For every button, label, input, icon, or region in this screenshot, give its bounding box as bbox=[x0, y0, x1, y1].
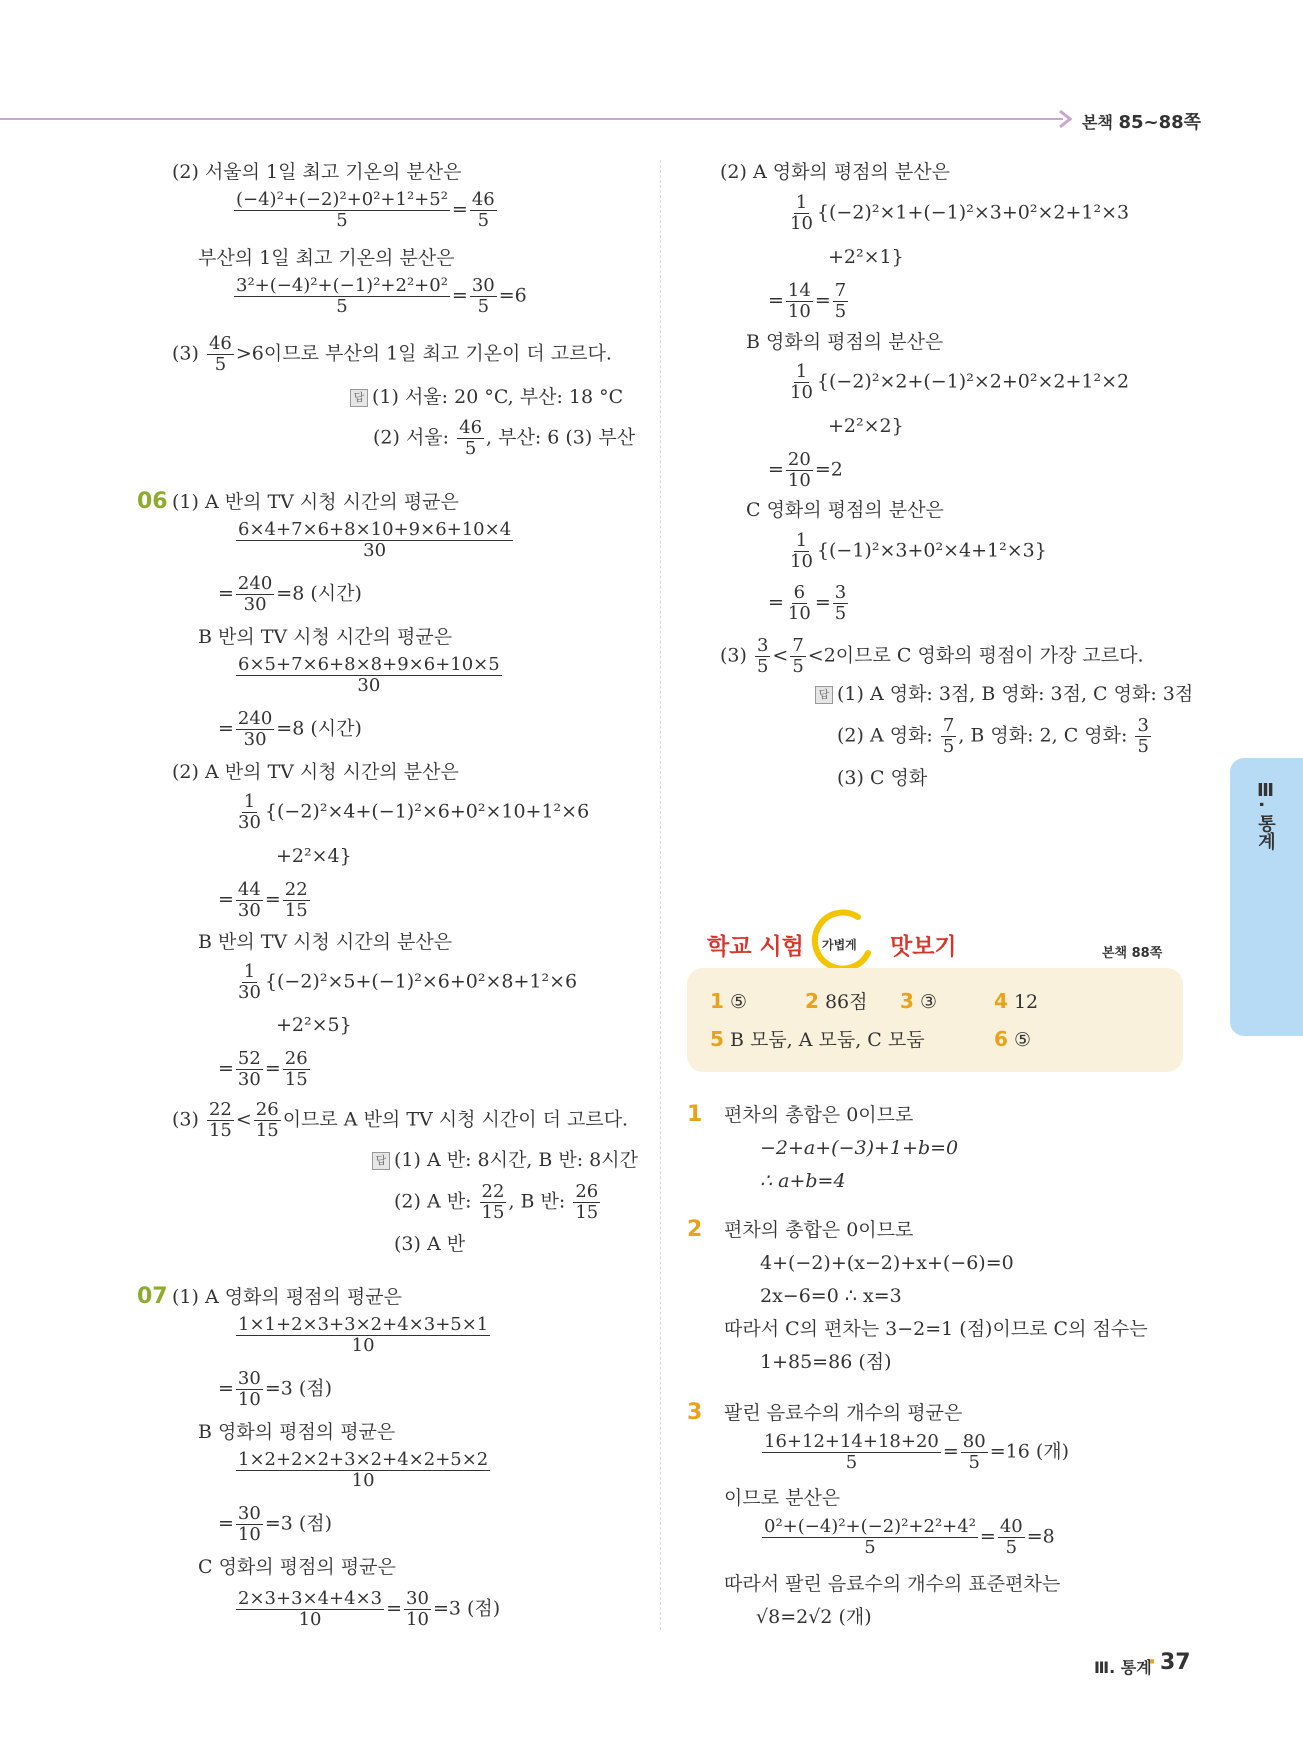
frac-num: 26 bbox=[255, 1099, 279, 1120]
frac-num: 1 bbox=[795, 361, 808, 382]
frac-num: 7 bbox=[792, 635, 804, 656]
answer-text: , B 영화: 2, C 영화: bbox=[958, 724, 1128, 747]
expr: {(−2)²×4+(−1)²×6+0²×10+1²×6 bbox=[264, 800, 590, 823]
frac-num: 2×3+3×4+4×3 bbox=[238, 1588, 383, 1609]
p07-2-a-line2: +2²×1} bbox=[828, 246, 904, 268]
p06-2-a-line1 bbox=[234, 792, 589, 833]
frac-num: 46 bbox=[459, 417, 483, 438]
quiz-answer bbox=[900, 989, 937, 1014]
header-rule bbox=[0, 118, 1063, 120]
answer-text: (2) 서울: bbox=[373, 426, 450, 449]
frac-den: 10 bbox=[787, 603, 811, 624]
p05-2-busan-eq: $\frac{\text{3²+(−4)²+(−1)²+2²+0²}}{5}$ = $\frac{30}{5}$ =6 bbox=[236, 275, 527, 317]
answer-text: (1) 서울: 20 °C, 부산: 18 °C bbox=[372, 386, 624, 408]
frac-num: 6×5+7×6+8×8+9×6+10×5 bbox=[238, 654, 500, 675]
p06-1-a-result: = $\frac{240}{30}$ =8 (시간) bbox=[218, 573, 362, 615]
quiz-answer-num: 5 bbox=[710, 1027, 724, 1051]
frac-num: 46 bbox=[471, 189, 495, 210]
s3-line4: $\frac{\text{0²+(−4)²+(−2)²+2²+4²}}{5}$ = $\frac{40}{5}$ =8 bbox=[764, 1516, 1055, 1558]
frac-num: 1×1+2×3+3×2+4×3+5×1 bbox=[238, 1314, 489, 1335]
quiz-answer-num: 1 bbox=[710, 989, 724, 1013]
p05-3 bbox=[172, 334, 612, 375]
quiz-title-part2: 맛보기 bbox=[890, 934, 957, 960]
frac-den: 5 bbox=[1005, 1537, 1018, 1558]
p06-2-b-intro: B 반의 TV 시청 시간의 분산은 bbox=[198, 931, 453, 953]
frac-num: 1 bbox=[795, 530, 808, 551]
frac-den: 10 bbox=[790, 551, 813, 572]
p06-2-b-result: = $\frac{52}{30}$ = $\frac{26}{15}$ bbox=[218, 1048, 308, 1090]
result: =8 (시간) bbox=[276, 582, 362, 605]
frac-den: 5 bbox=[336, 210, 348, 231]
sub-label: (3) bbox=[172, 342, 199, 365]
frac-den: 15 bbox=[481, 1202, 505, 1223]
frac-den: 10 bbox=[787, 470, 811, 491]
problem-number: 07 bbox=[137, 1284, 168, 1309]
p07-2-b-line2: +2²×2} bbox=[828, 415, 904, 437]
p07-2-a-line1 bbox=[786, 193, 1129, 234]
frac-den: 5 bbox=[845, 1452, 858, 1473]
header-page-ref bbox=[1082, 108, 1201, 134]
frac-den: 5 bbox=[336, 296, 348, 317]
conclusion: >6이므로 부산의 1일 최고 기온이 더 고르다. bbox=[235, 342, 612, 365]
frac-num: 14 bbox=[787, 280, 811, 301]
s2-line2: 4+(−2)+(x−2)+x+(−6)=0 bbox=[760, 1252, 1014, 1274]
frac-num: 1 bbox=[795, 192, 808, 213]
p07-1-c-intro: C 영화의 평점의 평균은 bbox=[198, 1556, 396, 1578]
p06-1-b-result: = $\frac{240}{30}$ =8 (시간) bbox=[218, 708, 362, 750]
p07-answer-3: (3) C 영화 bbox=[837, 767, 928, 789]
p06-1-a-eq bbox=[234, 520, 515, 561]
expr: {(−2)²×2+(−1)²×2+0²×2+1²×2 bbox=[816, 370, 1130, 393]
frac-den: 10 bbox=[406, 1609, 429, 1630]
frac-den: 30 bbox=[363, 540, 387, 561]
quiz-answer-val: 12 bbox=[1013, 991, 1039, 1013]
p06-2-intro: (2) A 반의 TV 시청 시간의 분산은 bbox=[172, 761, 459, 783]
quiz-title-part1: 학교 시험 bbox=[707, 934, 804, 960]
footer-chapter: Ⅲ. 통계 bbox=[1094, 1658, 1152, 1677]
p07-1-c-eq: $\frac{2\times 3+3\times 4+4\times 3}{10}$ = $\frac{30}{10}$ =3 (점) bbox=[238, 1588, 501, 1630]
frac-den: 5 bbox=[942, 736, 955, 757]
p07-1-b-result: = $\frac{30}{10}$ =3 (점) bbox=[218, 1503, 333, 1545]
p07-1-a-result: = $\frac{30}{10}$ =3 (점) bbox=[218, 1368, 333, 1410]
quiz-page-ref: 본책 88쪽 bbox=[1102, 946, 1163, 961]
s1-line1: 편차의 총합은 0이므로 bbox=[724, 1104, 914, 1126]
frac-den: 30 bbox=[243, 594, 267, 615]
p07-2-a-result: = $\frac{14}{10}$ = $\frac{7}{5}$ bbox=[768, 280, 847, 322]
p06-2-b-line1 bbox=[234, 962, 577, 1003]
frac-num: 80 bbox=[962, 1431, 986, 1452]
page-number: 37 bbox=[1160, 1650, 1191, 1675]
frac-den: 5 bbox=[214, 354, 227, 375]
chevron-right-icon bbox=[1058, 110, 1072, 128]
quiz-answer-num: 3 bbox=[900, 989, 914, 1013]
frac-num: 40 bbox=[999, 1516, 1023, 1537]
result: =3 (점) bbox=[264, 1512, 333, 1535]
frac-den: 5 bbox=[834, 301, 847, 322]
frac-num: 6 bbox=[793, 582, 806, 603]
frac-num: 22 bbox=[208, 1099, 232, 1120]
frac-num: 20 bbox=[787, 449, 811, 470]
p05-2-seoul-intro: (2) 서울의 1일 최고 기온의 분산은 bbox=[172, 161, 462, 183]
frac-den: 10 bbox=[237, 1389, 261, 1410]
frac-den: 15 bbox=[575, 1202, 599, 1223]
sub-label: (3) bbox=[720, 644, 747, 667]
p06-answer-1 bbox=[372, 1148, 638, 1172]
frac-num: 3 bbox=[756, 635, 769, 656]
s3-line2: $\frac{16+12+14+18+20}{5}$ = $\frac{80}{5}$ =16 (개) bbox=[764, 1431, 1070, 1473]
result: =16 (개) bbox=[989, 1440, 1070, 1463]
frac-num: 30 bbox=[406, 1588, 429, 1609]
p07-2-intro: (2) A 영화의 평점의 분산은 bbox=[720, 161, 950, 183]
answer-text: (2) A 반: bbox=[394, 1190, 472, 1213]
frac-den: 10 bbox=[790, 382, 813, 403]
quiz-answer-num: 4 bbox=[994, 989, 1008, 1013]
p07-2-c-line1 bbox=[786, 531, 1047, 572]
header-ref-label: 본책 bbox=[1082, 113, 1113, 132]
p05-answer-1 bbox=[350, 385, 623, 409]
p07-answer-1 bbox=[815, 682, 1193, 706]
answer-text: , B 반: bbox=[508, 1190, 566, 1213]
s2-line4: 따라서 C의 편차는 3−2=1 (점)이므로 C의 점수는 bbox=[724, 1318, 1148, 1340]
p06-3: (3) $\frac{22}{15}$ < $\frac{26}{15}$ 이므로 A 반의 TV 시청 시간이 더 고르다. bbox=[172, 1099, 629, 1141]
frac-den: 30 bbox=[238, 982, 261, 1003]
frac-den: 15 bbox=[208, 1120, 232, 1141]
sub-label: (3) bbox=[172, 1108, 199, 1131]
frac-den: 30 bbox=[238, 812, 261, 833]
quiz-answer bbox=[710, 989, 747, 1014]
frac-num: 16+12+14+18+20 bbox=[764, 1431, 939, 1452]
result: =3 (점) bbox=[432, 1597, 501, 1620]
frac-den: 10 bbox=[787, 301, 811, 322]
frac-num: 1×2+2×2+3×2+4×2+5×2 bbox=[238, 1449, 489, 1470]
quiz-answer bbox=[994, 1027, 1031, 1052]
frac-den: 30 bbox=[243, 729, 267, 750]
footer-dot: · bbox=[1148, 1650, 1157, 1675]
frac-num: (−4)²+(−2)²+0²+1²+5² bbox=[236, 189, 448, 210]
p06-answer-3: (3) A 반 bbox=[394, 1233, 466, 1255]
frac-den: 10 bbox=[298, 1609, 322, 1630]
frac-den: 5 bbox=[1137, 736, 1149, 757]
p07-1-intro: (1) A 영화의 평점의 평균은 bbox=[172, 1286, 402, 1308]
result: =3 (점) bbox=[264, 1377, 333, 1400]
frac-num: 3²+(−4)²+(−1)²+2²+0² bbox=[236, 275, 448, 296]
frac-den: 5 bbox=[464, 438, 477, 459]
quiz-answer-val: B 모둠, A 모둠, C 모둠 bbox=[729, 1029, 925, 1051]
frac-den: 10 bbox=[351, 1335, 375, 1356]
s2-line3: 2x−6=0 ∴ x=3 bbox=[760, 1285, 902, 1307]
answer-icon: 답 bbox=[350, 389, 368, 407]
frac-den: 5 bbox=[477, 210, 490, 231]
result: =8 (시간) bbox=[276, 717, 362, 740]
frac-den: 5 bbox=[477, 296, 490, 317]
frac-num: 26 bbox=[575, 1181, 599, 1202]
p05-2-seoul-eq: $\frac{\text{(−4)²+(−2)²+0²+1²+5²}}{5}$ = $\frac{46}{5}$ bbox=[236, 189, 495, 231]
header-ref-pages: 85~88쪽 bbox=[1118, 112, 1202, 133]
p07-2-c-intro: C 영화의 평점의 분산은 bbox=[746, 499, 944, 521]
solution-number: 1 bbox=[687, 1102, 703, 1127]
result: =2 bbox=[814, 458, 843, 481]
quiz-answer-num: 2 bbox=[805, 989, 819, 1013]
p07-1-a-eq bbox=[234, 1315, 492, 1356]
quiz-answer-val: ⑤ bbox=[1013, 1029, 1032, 1051]
p06-1-b-eq bbox=[234, 655, 504, 696]
expr: {(−1)²×3+0²×4+1²×3} bbox=[816, 539, 1047, 562]
frac-num: 7 bbox=[834, 280, 847, 301]
s2-line5: 1+85=86 (점) bbox=[760, 1351, 892, 1373]
s3-line5: 따라서 팔린 음료수의 개수의 표준편차는 bbox=[724, 1573, 1061, 1595]
p07-2-b-result: = $\frac{20}{10}$ =2 bbox=[768, 449, 843, 491]
s3-line1: 팔린 음료수의 개수의 평균은 bbox=[724, 1402, 963, 1424]
answer-icon: 답 bbox=[815, 686, 833, 704]
s3-line3: 이므로 분산은 bbox=[724, 1487, 841, 1509]
frac-num: 3 bbox=[1137, 715, 1149, 736]
s1-line2: −2+a+(−3)+1+b=0 bbox=[760, 1137, 959, 1159]
frac-num: 30 bbox=[471, 275, 495, 296]
answer-text: (2) A 영화: bbox=[837, 724, 933, 747]
frac-den: 5 bbox=[968, 1452, 980, 1473]
frac-num: 44 bbox=[237, 879, 261, 900]
frac-den: 10 bbox=[351, 1470, 375, 1491]
p06-1-intro: (1) A 반의 TV 시청 시간의 평균은 bbox=[172, 491, 459, 513]
frac-den: 5 bbox=[792, 656, 804, 677]
frac-num: 240 bbox=[237, 708, 273, 729]
result: =8 bbox=[1026, 1525, 1055, 1548]
quiz-answer bbox=[710, 1027, 925, 1052]
p07-answer-2 bbox=[837, 716, 1153, 757]
result: =6 bbox=[498, 284, 527, 307]
frac-num: 30 bbox=[237, 1368, 261, 1389]
expr: {(−2)²×1+(−1)²×3+0²×2+1²×3 bbox=[816, 201, 1130, 224]
frac-den: 10 bbox=[237, 1524, 261, 1545]
solution-number: 2 bbox=[687, 1217, 703, 1242]
frac-num: 1 bbox=[243, 961, 256, 982]
p06-2-a-result: = $\frac{44}{30}$ = $\frac{22}{15}$ bbox=[218, 879, 308, 921]
p06-2-b-line2: +2²×5} bbox=[276, 1014, 352, 1036]
expr: {(−2)²×5+(−1)²×6+0²×8+1²×6 bbox=[264, 970, 578, 993]
p05-answer-2 bbox=[373, 418, 635, 459]
frac-den: 5 bbox=[864, 1537, 876, 1558]
p05-2-busan-intro: 부산의 1일 최고 기온의 분산은 bbox=[198, 247, 455, 269]
p07-1-b-eq bbox=[234, 1450, 492, 1491]
quiz-answer bbox=[805, 989, 868, 1014]
quiz-answer-val: 86점 bbox=[824, 991, 868, 1013]
solution-number: 3 bbox=[687, 1400, 703, 1425]
frac-den: 30 bbox=[237, 900, 261, 921]
frac-num: 6×4+7×6+8×10+9×6+10×4 bbox=[238, 519, 512, 540]
s1-line3: ∴ a+b=4 bbox=[760, 1170, 846, 1192]
p07-2-c-result: = $\frac{6}{10}$ = $\frac{3}{5}$ bbox=[768, 582, 847, 624]
frac-den: 15 bbox=[284, 1069, 308, 1090]
frac-num: 46 bbox=[208, 333, 232, 354]
problem-number: 06 bbox=[137, 489, 168, 514]
s3-line6: √8=2√2 (개) bbox=[756, 1606, 872, 1628]
p07-3: (3) $\frac{3}{5}$ < $\frac{7}{5}$ <2이므로 C 영화의 평점이 가장 고르다. bbox=[720, 635, 1144, 677]
answer-text: (1) A 영화: 3점, B 영화: 3점, C 영화: 3점 bbox=[837, 683, 1194, 705]
answer-text: , 부산: 6 (3) 부산 bbox=[486, 426, 636, 449]
quiz-answer-num: 6 bbox=[994, 1027, 1008, 1051]
frac-den: 15 bbox=[255, 1120, 279, 1141]
frac-num: 22 bbox=[481, 1181, 505, 1202]
frac-den: 30 bbox=[357, 675, 381, 696]
frac-den: 5 bbox=[834, 603, 847, 624]
quiz-answer-val: ⑤ bbox=[729, 991, 748, 1013]
p07-2-b-line1 bbox=[786, 362, 1129, 403]
frac-num: 1 bbox=[243, 791, 256, 812]
quiz-answer-val: ③ bbox=[919, 991, 938, 1013]
chapter-side-tab-label: Ⅲ. 통계 bbox=[1255, 780, 1276, 851]
frac-num: 52 bbox=[237, 1048, 261, 1069]
quiz-answer-box bbox=[687, 968, 1183, 1072]
p07-1-b-intro: B 영화의 평점의 평균은 bbox=[198, 1421, 396, 1443]
conclusion: 이므로 A 반의 TV 시청 시간이 더 고르다. bbox=[282, 1108, 629, 1131]
column-divider bbox=[660, 160, 661, 1630]
chapter-side-tab bbox=[1230, 758, 1303, 1036]
frac-num: 22 bbox=[284, 879, 308, 900]
frac-num: 26 bbox=[284, 1048, 308, 1069]
frac-den: 10 bbox=[790, 213, 813, 234]
s2-line1: 편차의 총합은 0이므로 bbox=[724, 1219, 914, 1241]
p06-answer-2 bbox=[394, 1182, 602, 1223]
p07-2-b-intro: B 영화의 평점의 분산은 bbox=[746, 331, 944, 353]
frac-den: 30 bbox=[237, 1069, 261, 1090]
answer-icon: 답 bbox=[372, 1152, 390, 1170]
frac-num: 0²+(−4)²+(−2)²+2²+4² bbox=[764, 1516, 976, 1537]
answer-text: (1) A 반: 8시간, B 반: 8시간 bbox=[394, 1149, 638, 1171]
frac-num: 30 bbox=[237, 1503, 261, 1524]
frac-num: 3 bbox=[834, 582, 847, 603]
frac-num: 7 bbox=[942, 715, 955, 736]
p06-2-a-line2: +2²×4} bbox=[276, 845, 352, 867]
frac-den: 5 bbox=[756, 656, 769, 677]
quiz-answer bbox=[994, 989, 1038, 1014]
frac-num: 240 bbox=[237, 573, 273, 594]
conclusion: <2이므로 C 영화의 평점이 가장 고르다. bbox=[807, 644, 1144, 667]
p06-1-b-intro: B 반의 TV 시청 시간의 평균은 bbox=[198, 626, 453, 648]
quiz-title-light: 가볍게 bbox=[822, 938, 857, 952]
frac-den: 15 bbox=[284, 900, 308, 921]
